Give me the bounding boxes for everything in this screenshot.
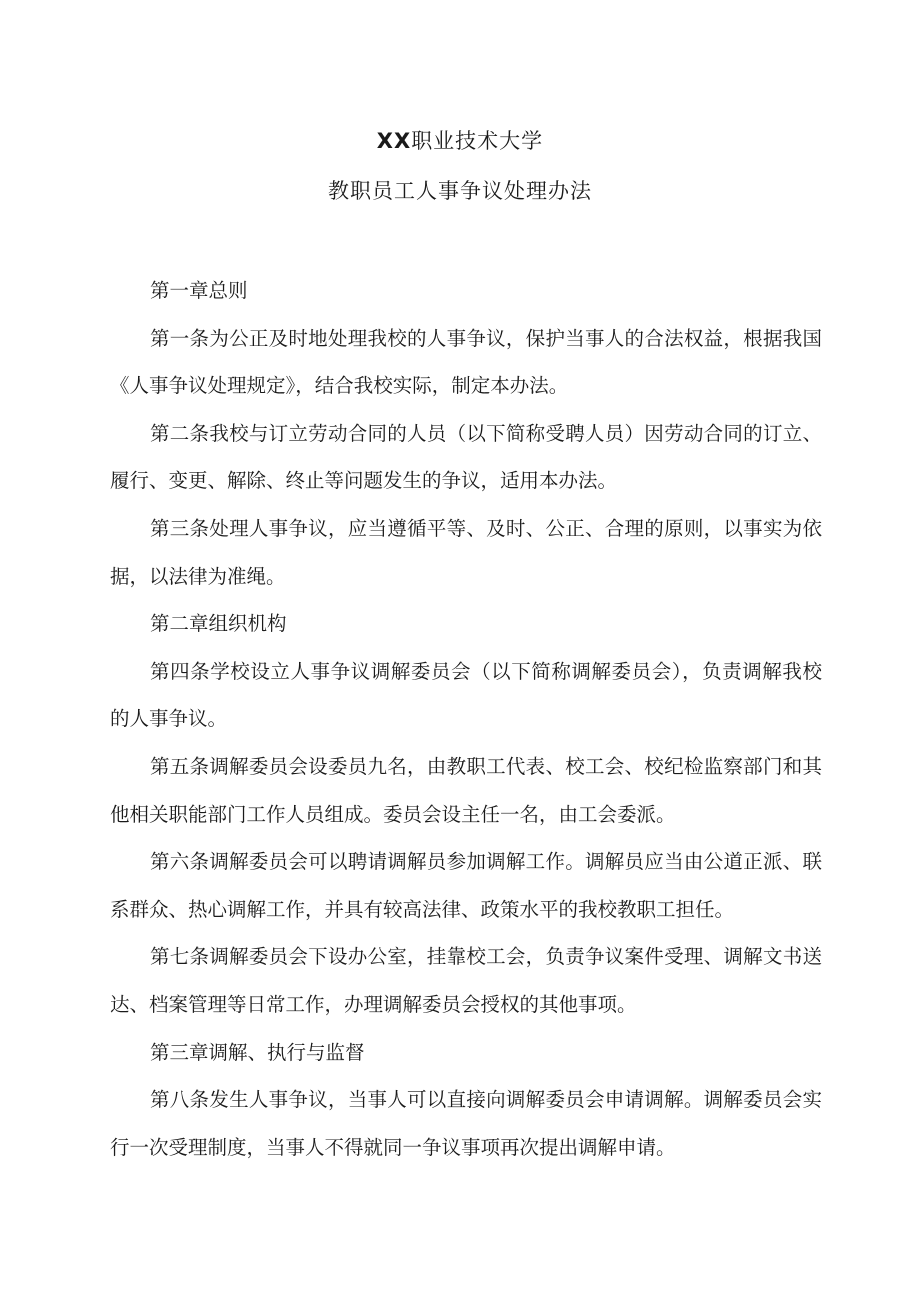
article-7: 第七条调解委员会下设办公室，挂靠校工会，负责争议案件受理、调解文书送达、档案管理等日常工作，办理调解委员会授权的其他事项。	[110, 945, 822, 1016]
article-1: 第一条为公正及时地处理我校的人事争议，保护当事人的合法权益，根据我国《人事争议处理规定》，结合我校实际，制定本办法。	[110, 326, 822, 398]
title-rest: 职业技术大学	[411, 129, 544, 153]
article-4: 第四条学校设立人事争议调解委员会（以下简称调解委员会），负责调解我校的人事争议。	[110, 659, 822, 731]
chapter-heading-3: 第三章调解、执行与监督	[150, 1040, 365, 1064]
document-title	[0, 126, 920, 156]
document-subtitle: 教职员工人事争议处理办法	[328, 179, 592, 203]
article-5: 第五条调解委员会设委员九名，由教职工代表、校工会、校纪检监察部门和其他相关职能部门工作人员组成。委员会设主任一名，由工会委派。	[110, 754, 822, 826]
chapter-heading-1: 第一章总则	[150, 279, 248, 302]
title-prefix: XX	[376, 129, 412, 153]
chapter-heading-2: 第二章组织机构	[150, 612, 287, 636]
document-body	[110, 267, 822, 1171]
article-3: 第三条处理人事争议，应当遵循平等、及时、公正、合理的原则，以事实为依据，以法律为准绳。	[110, 516, 822, 588]
article-6: 第六条调解委员会可以聘请调解员参加调解工作。调解员应当由公道正派、联系群众、热心调解工作，并具有较高法律、政策水平的我校教职工担任。	[110, 850, 822, 921]
article-8: 第八条发生人事争议，当事人可以直接向调解委员会申请调解。调解委员会实行一次受理制度，当事人不得就同一争议事项再次提出调解申请。	[110, 1088, 822, 1159]
article-2: 第二条我校与订立劳动合同的人员（以下简称受聘人员）因劳动合同的订立、履行、变更、解除、终止等问题发生的争议，适用本办法。	[110, 421, 822, 493]
